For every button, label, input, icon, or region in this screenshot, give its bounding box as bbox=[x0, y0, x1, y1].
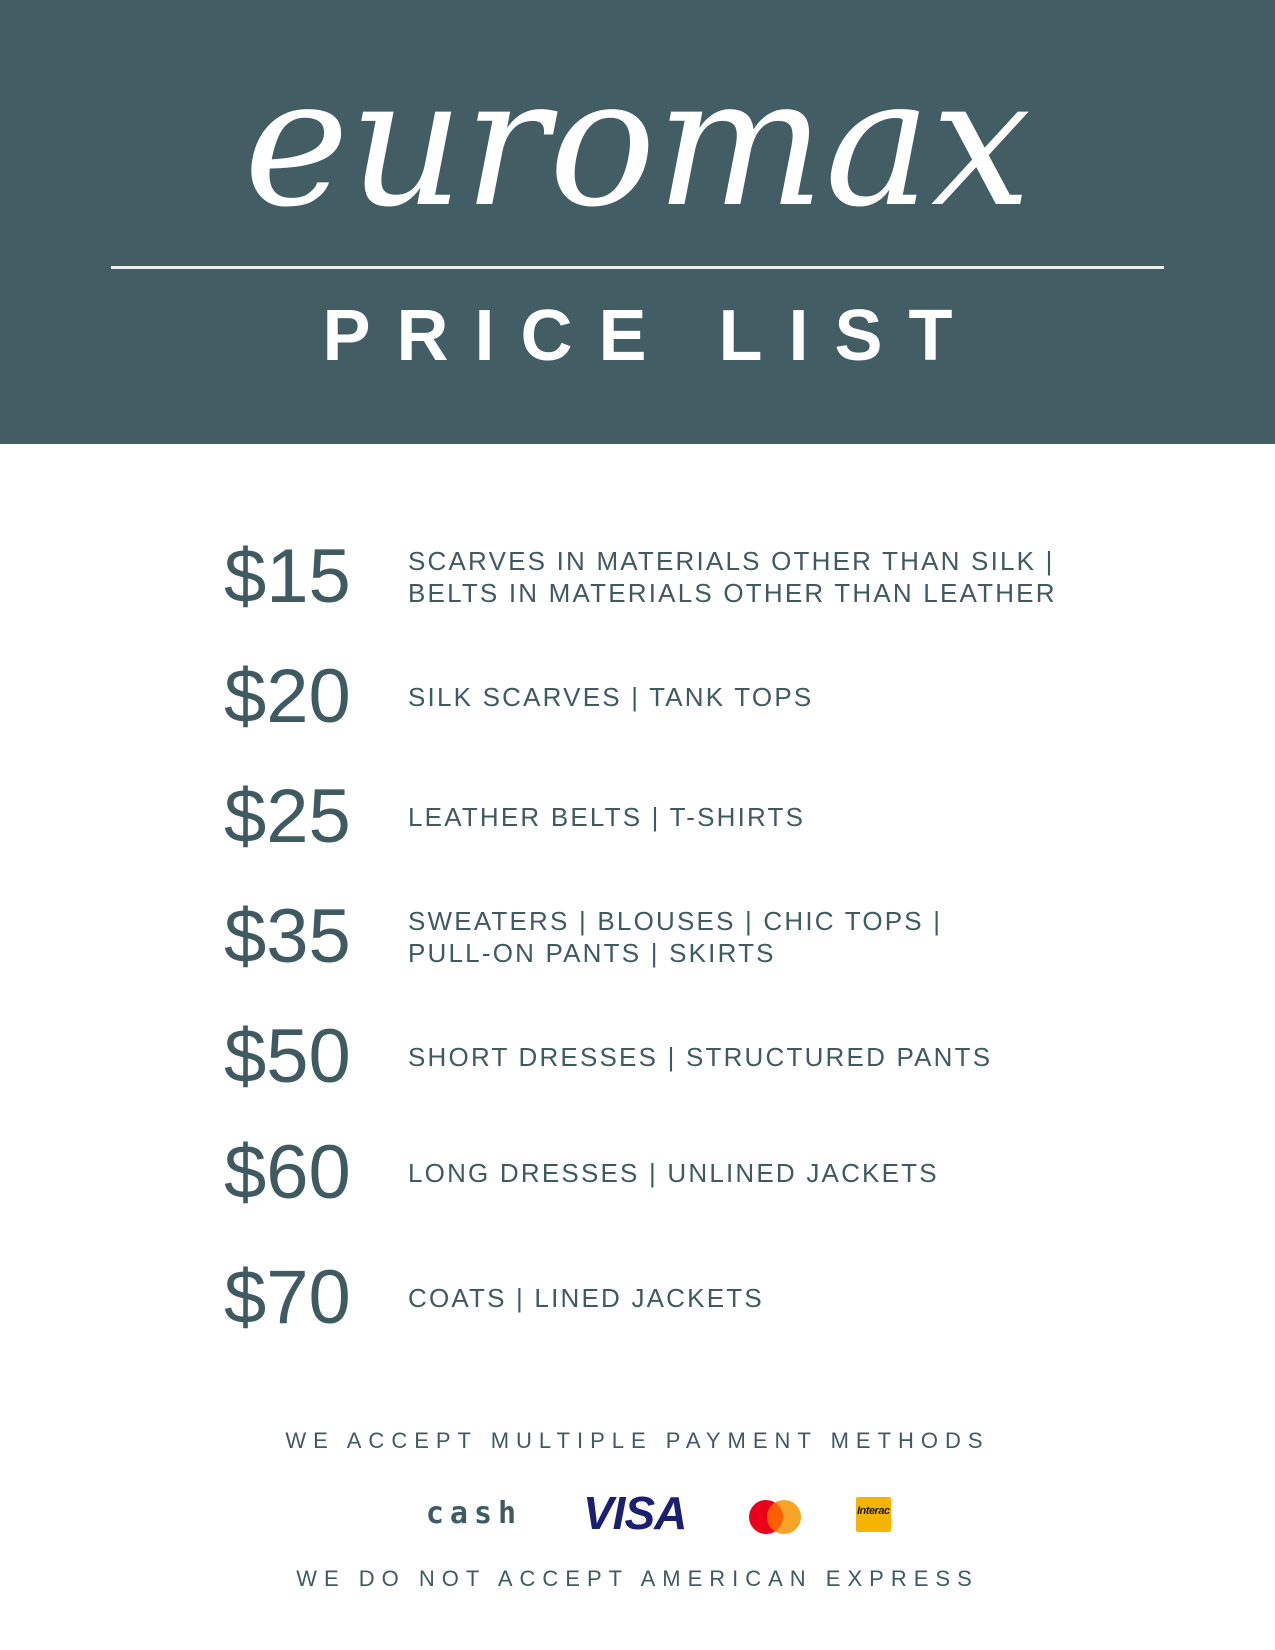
price-items-line: BELTS IN MATERIALS OTHER THAN LEATHER bbox=[408, 578, 1057, 608]
price-items-line: PULL-ON PANTS | SKIRTS bbox=[408, 938, 776, 968]
price-amount: $50 bbox=[224, 1014, 351, 1099]
payment-heading: WE ACCEPT MULTIPLE PAYMENT METHODS bbox=[285, 1428, 990, 1453]
price-items bbox=[408, 1012, 992, 1102]
price-row bbox=[224, 1253, 1124, 1343]
payment-note: WE DO NOT ACCEPT AMERICAN EXPRESS bbox=[296, 1566, 979, 1591]
price-row bbox=[224, 652, 1124, 742]
price-row bbox=[224, 1128, 1124, 1218]
price-items-line: SILK SCARVES | TANK TOPS bbox=[408, 682, 814, 712]
price-items-line: LONG DRESSES | UNLINED JACKETS bbox=[408, 1158, 939, 1188]
price-items-line: LEATHER BELTS | T-SHIRTS bbox=[408, 802, 806, 832]
price-items bbox=[408, 1128, 939, 1218]
price-amount: $25 bbox=[224, 774, 351, 859]
price-items-line: SWEATERS | BLOUSES | CHIC TOPS | bbox=[408, 906, 943, 936]
price-items-line: SCARVES IN MATERIALS OTHER THAN SILK | bbox=[408, 546, 1055, 576]
price-row bbox=[224, 1012, 1124, 1102]
price-items bbox=[408, 772, 805, 862]
header-divider bbox=[111, 266, 1164, 269]
interac-icon bbox=[856, 1497, 891, 1532]
mastercard-icon bbox=[746, 1498, 804, 1536]
price-items bbox=[408, 532, 1057, 622]
price-amount: $20 bbox=[224, 654, 351, 739]
header-banner bbox=[0, 0, 1275, 444]
price-amount: $70 bbox=[224, 1255, 351, 1340]
price-row bbox=[224, 892, 1124, 982]
interac-label: Interac bbox=[857, 1505, 890, 1517]
price-items bbox=[408, 1253, 764, 1343]
price-items bbox=[408, 652, 813, 742]
price-amount: $60 bbox=[224, 1130, 351, 1215]
price-items-line: COATS | LINED JACKETS bbox=[408, 1283, 764, 1313]
price-amount: $15 bbox=[224, 534, 351, 619]
visa-logo: VISA bbox=[583, 1487, 687, 1539]
price-row bbox=[224, 772, 1124, 862]
brand-logo: euromax bbox=[243, 39, 1032, 246]
price-row bbox=[224, 532, 1124, 622]
price-items bbox=[408, 892, 942, 982]
page-title: PRICE LIST bbox=[322, 296, 979, 376]
price-items-line: SHORT DRESSES | STRUCTURED PANTS bbox=[408, 1042, 993, 1072]
price-amount: $35 bbox=[224, 894, 351, 979]
cash-label: cash bbox=[425, 1496, 523, 1531]
